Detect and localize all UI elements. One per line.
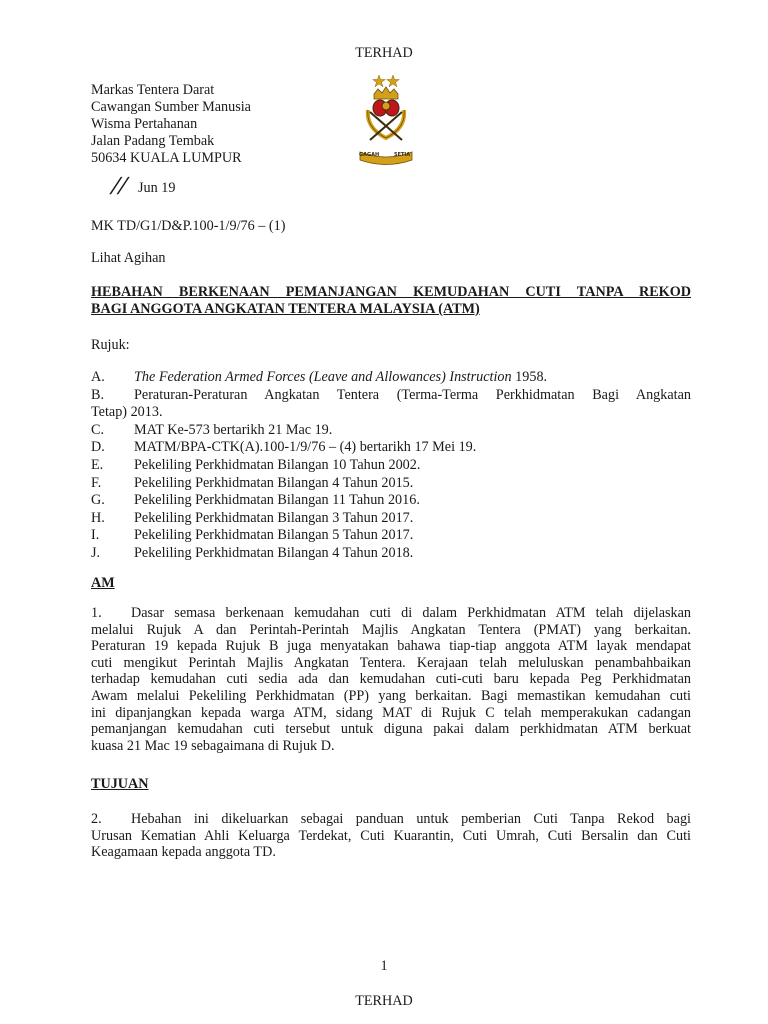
paragraph-am	[91, 605, 691, 754]
paragraph-line: ini dipanjangkan kepada warga ATM, sidang MAT di Rujuk C telah memperakukan cadangan	[91, 704, 691, 721]
paragraph-line: Awam melalui Pekeliling Perkhidmatan (PP) yang berkaitan. Bagi memastikan kemudahan cuti	[91, 687, 691, 704]
reference-item	[91, 387, 691, 405]
references-list	[91, 369, 691, 563]
paragraph-line: cuti mengikut Perintah Majlis Angkatan Tentera. Kerajaan telah meluluskan penambahbaikan	[91, 654, 691, 671]
paragraph-tujuan	[91, 811, 691, 861]
paragraph-line: pemanjangan kemudahan cuti tersebut untuk diguna pakai dalam perkhidmatan ATM berkuat	[91, 721, 691, 738]
reference-item	[91, 369, 691, 387]
sender-address	[91, 82, 251, 167]
army-crest	[356, 70, 416, 170]
reference-text: MAT Ke-573 bertarikh 21 Mac 19.	[134, 421, 333, 438]
address-line: Cawangan Sumber Manusia	[91, 99, 251, 115]
reference-text: Tetap) 2013.	[91, 404, 163, 421]
reference-text: Pekeliling Perkhidmatan Bilangan 10 Tahun 2002.	[134, 456, 421, 473]
address-line: Wisma Pertahanan	[91, 116, 198, 132]
page-number: 1	[380, 958, 388, 974]
reference-text: Pekeliling Perkhidmatan Bilangan 11 Tahun 2016.	[134, 492, 420, 509]
reference-letter: B.	[91, 386, 105, 403]
reference-item	[91, 492, 691, 510]
paragraph-number: 1.	[91, 605, 102, 621]
reference-text: MATM/BPA-CTK(A).100-1/9/76 – (4) bertarikh 17 Mei 19.	[134, 439, 477, 456]
reference-item	[91, 457, 691, 475]
classification-bottom: TERHAD	[355, 993, 413, 1009]
reference-text: Pekeliling Perkhidmatan Bilangan 4 Tahun 2015.	[134, 474, 414, 491]
reference-text: Pekeliling Perkhidmatan Bilangan 5 Tahun 2017.	[134, 527, 414, 544]
address-line: Jalan Padang Tembak	[91, 133, 215, 149]
reference-letter: G.	[91, 492, 105, 509]
references-heading: Rujuk:	[91, 337, 130, 353]
reference-letter: H.	[91, 509, 105, 526]
address-line: Markas Tentera Darat	[91, 82, 215, 98]
handwritten-date-mark: //	[110, 171, 129, 200]
reference-item	[91, 475, 691, 493]
reference-letter: F.	[91, 474, 102, 491]
paragraph-line: Peraturan 19 kepada Rujuk B juga menyatakan bahawa tiap-tiap anggota ATM layak mendapat	[91, 638, 691, 655]
reference-item	[91, 439, 691, 457]
reference-letter: D.	[91, 439, 105, 456]
section-heading-am: AM	[91, 575, 115, 591]
reference-text: Pekeliling Perkhidmatan Bilangan 3 Tahun 2017.	[134, 509, 414, 526]
crest-label-right: SETIA	[394, 152, 411, 158]
section-heading-tujuan: TUJUAN	[91, 776, 149, 792]
reference-item-continued	[91, 404, 691, 422]
reference-item	[91, 545, 691, 563]
paragraph-line: kuasa 21 Mac 19 sebagaimana di Rujuk D.	[91, 737, 335, 754]
reference-item	[91, 527, 691, 545]
paragraph-line: melalui Rujuk A dan Perintah-Perintah Majlis Angkatan Tentera (PMAT) yang berkaitan.	[91, 621, 691, 638]
reference-letter: E.	[91, 456, 104, 473]
paragraph-line: terhadap kemudahan cuti sedia ada dan kemudahan cuti-cuti baru kepada Peg Perkhidmatan	[91, 671, 691, 688]
paragraph-number: 2.	[91, 811, 102, 827]
reference-text: Peraturan-Peraturan Angkatan Tentera (Terma-Terma Perkhidmatan Bagi Angkatan	[134, 386, 691, 403]
subject-line: HEBAHAN BERKENAAN PEMANJANGAN KEMUDAHAN CUTI TANPA REKOD	[91, 284, 691, 300]
letter-date: Jun 19	[138, 180, 176, 196]
classification-top: TERHAD	[355, 45, 413, 61]
paragraph-line: Hebahan ini dikeluarkan sebagai panduan untuk pemberian Cuti Tanpa Rekod bagi	[131, 811, 691, 827]
reference-letter: J.	[91, 544, 101, 561]
reference-item	[91, 422, 691, 440]
address-line: 50634 KUALA LUMPUR	[91, 150, 242, 166]
reference-text: 1958.	[511, 369, 548, 385]
reference-letter: C.	[91, 421, 105, 438]
reference-letter: I.	[91, 527, 100, 544]
crest-label-left: GAGAH	[359, 152, 380, 158]
paragraph-line: Keagamaan kepada anggota TD.	[91, 844, 276, 861]
reference-text-italic: The Federation Armed Forces (Leave and Allowances) Instruction	[134, 369, 512, 385]
reference-letter: A.	[91, 369, 105, 385]
reference-number: MK TD/G1/D&P.100-1/9/76 – (1)	[91, 218, 286, 234]
distribution-line: Lihat Agihan	[91, 250, 166, 266]
paragraph-line: Dasar semasa berkenaan kemudahan cuti di dalam Perkhidmatan ATM telah dijelaskan	[131, 605, 691, 621]
paragraph-line: Urusan Kematian Ahli Keluarga Terdekat, Cuti Kuarantin, Cuti Umrah, Cuti Bersalin dan Cuti	[91, 827, 691, 844]
reference-item	[91, 510, 691, 528]
reference-text: Pekeliling Perkhidmatan Bilangan 4 Tahun 2018.	[134, 544, 414, 561]
subject-line: BAGI ANGGOTA ANGKATAN TENTERA MALAYSIA (ATM)	[91, 301, 480, 317]
